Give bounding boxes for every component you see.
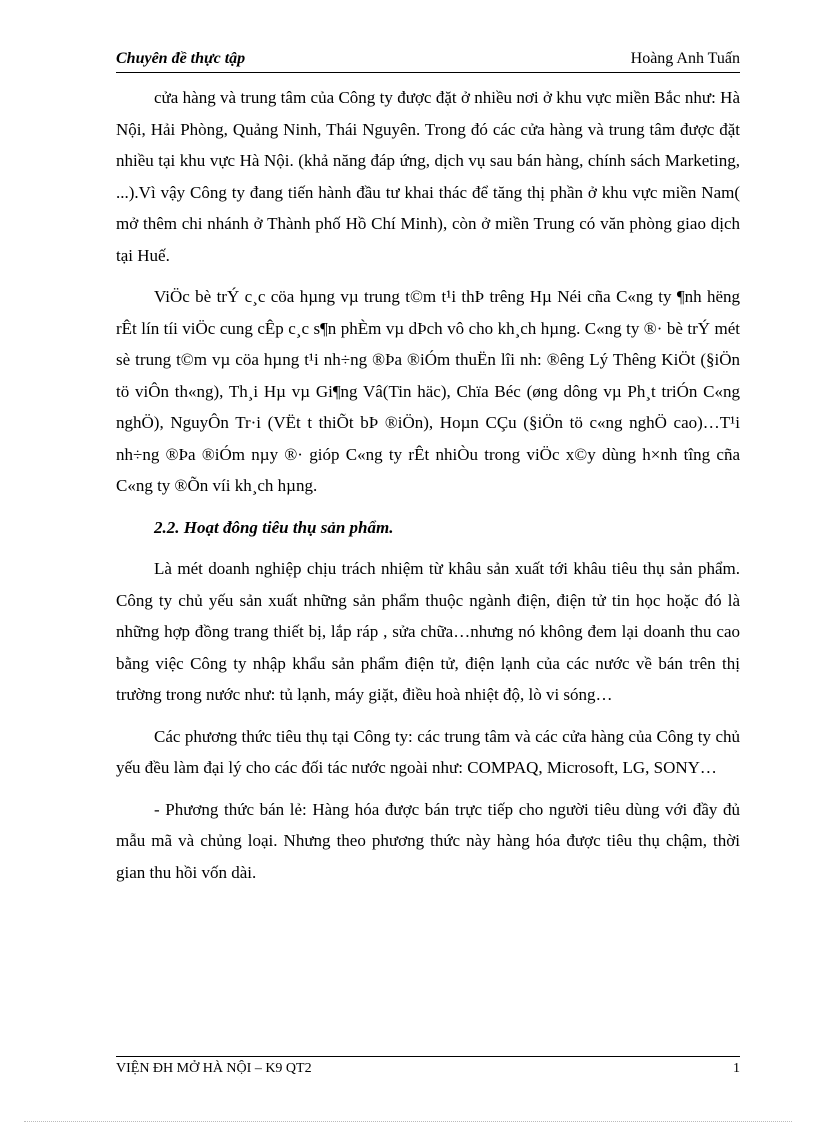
paragraph: Là mét doanh nghiệp chịu trách nhiệm từ khâu sản xuất tới khâu tiêu thụ sản phẩm. Công ty chủ yếu sản xuất những sản phẩm thuộc ngành điện, điện tử tin học hoặc đó là những hợp đồng trang thiết bị, lắp ráp , sửa chữa…nhưng nó không đem lại doanh thu cao bằng việc Công ty nhập khẩu sản phẩm điện tử, điện lạnh của các nước về bán trên thị trường trong nước như: tủ lạnh, máy giặt, điều hoà nhiệt độ, lò vi sóng… xyxy=(116,559,740,704)
paragraph: cửa hàng và trung tâm của Công ty được đặt ở nhiều nơi ở khu vực miền Bắc như: Hà Nội, Hải Phòng, Quảng Ninh, Thái Nguyên. Trong đó các cửa hàng và trung tâm được đặt nhiều tại khu vực Hà Nội. (khả năng đáp ứng, dịch vụ sau bán hàng, chính sách Marketing, ...).Vì vậy Công ty đang tiến hành đầu tư khai thác để tăng thị phần ở khu vực miền Nam( mở thêm chi nhánh ở Thành phố Hồ Chí Minh), còn ở miền Trung có văn phòng giao dịch tại Huế. xyxy=(116,88,740,265)
paragraph: Các phương thức tiêu thụ tại Công ty: các trung tâm và các cửa hàng của Công ty chủ yếu đều làm đại lý cho các đối tác nước ngoài như: COMPAQ, Microsoft, LG, SONY… xyxy=(116,726,740,777)
footer-institution: VIỆN ĐH MỞ HÀ NỘI – K9 QT2 xyxy=(116,1061,312,1076)
document-body xyxy=(116,82,740,898)
paragraph: ViÖc bè trÝ c¸c cöa hµng vµ trung t©m t¹i thÞ trêng Hµ Néi cña C«ng ty ¶nh hëng rÊt lín tíi viÖc cung cÊp c¸c s¶n phÈm vµ dÞch vô cho kh¸ch hµng. C«ng ty ®· bè trÝ mét sè trung t©m vµ cöa hµng t¹i nh÷ng ®Þa ®iÓm thuËn lîi nh: ®êng Lý Thêng KiÖt (§iÖn tö viÔn th«ng), Th¸i Hµ vµ Gi¶ng Vâ(Tin häc), Chïa Béc (øng dông vµ Ph¸t triÓn C«ng nghÖ), NguyÔn Tr·i (VËt t thiÕt bÞ ®iÖn), Hoµn CÇu (§iÖn tö c«ng nghÖ cao)…T¹i nh÷ng ®Þa ®iÓm nµy ®· gióp C«ng ty rÊt nhiÒu trong viÖc x©y dùng h×nh tîng cña C«ng ty ®Õn víi kh¸ch hµng. xyxy=(116,287,740,495)
header-title: Chuyên đề thực tập xyxy=(116,50,246,67)
page-break-divider xyxy=(24,1121,792,1122)
paragraph: - Phương thức bán lẻ: Hàng hóa được bán trực tiếp cho người tiêu dùng với đầy đủ mẫu mã và chủng loại. Nhưng theo phương thức này hàng hóa được tiêu thụ chậm, thời gian thu hồi vốn dài. xyxy=(116,799,740,882)
page-number: 1 xyxy=(733,1061,740,1076)
header-author: Hoàng Anh Tuấn xyxy=(630,50,740,67)
page-footer xyxy=(116,1056,740,1079)
page-header xyxy=(116,50,740,73)
section-heading: 2.2. Hoạt đông tiêu thụ sản phẩm. xyxy=(154,517,394,537)
